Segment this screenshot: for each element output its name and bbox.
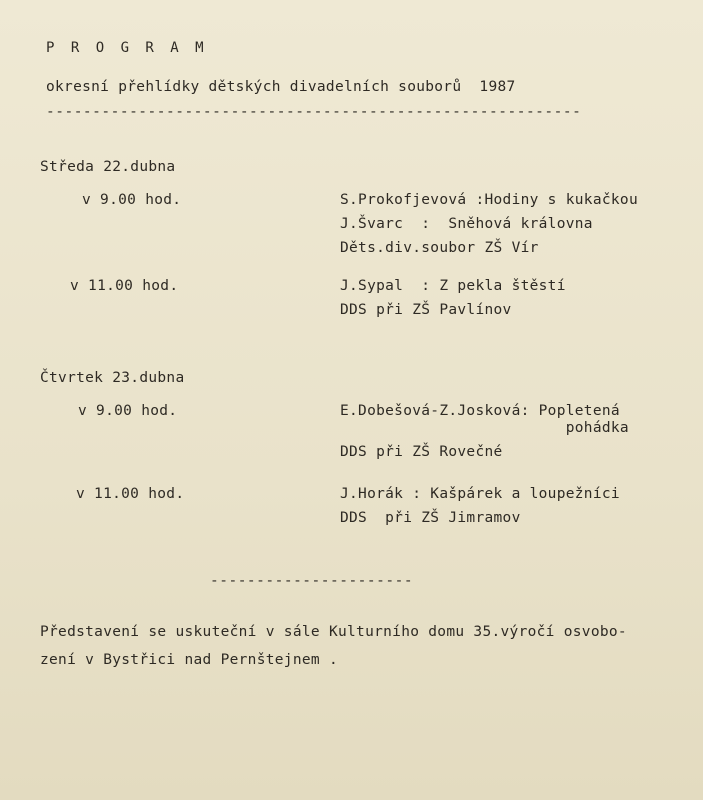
slot-time: v 11.00 hod. xyxy=(76,486,185,502)
slot-time: v 11.00 hod. xyxy=(70,278,179,294)
performance-line: DDS při ZŠ Pavlínov xyxy=(340,302,512,318)
header-rule: ---------------------------------------------------------- xyxy=(46,104,582,120)
performance-line: S.Prokofjevová :Hodiny s kukačkou xyxy=(340,192,638,208)
slot-time: v 9.00 hod. xyxy=(82,192,182,208)
section-rule: ---------------------- xyxy=(210,573,414,589)
footer-note-line: Představení se uskuteční v sále Kulturního domu 35.výročí osvobo- xyxy=(40,624,627,640)
slot-time: v 9.00 hod. xyxy=(78,403,178,419)
performance-line: DDS při ZŠ Jimramov xyxy=(340,510,521,526)
performance-line: Děts.div.soubor ZŠ Vír xyxy=(340,240,539,256)
performance-line: J.Sypal : Z pekla štěstí xyxy=(340,278,566,294)
performance-line: pohádka xyxy=(340,420,629,436)
footer-note-line: zení v Bystřici nad Pernštejnem . xyxy=(40,652,338,668)
performance-line: E.Dobešová-Z.Josková: Popletená xyxy=(340,403,620,419)
day-heading: Středa 22.dubna xyxy=(40,159,176,175)
page-subtitle: okresní přehlídky dětských divadelních souborů 1987 xyxy=(46,79,516,95)
performance-line: DDS při ZŠ Rovečné xyxy=(340,444,503,460)
page-title: P R O G R A M xyxy=(46,40,208,56)
performance-line: J.Horák : Kašpárek a loupežníci xyxy=(340,486,620,502)
performance-line: J.Švarc : Sněhová královna xyxy=(340,216,593,232)
day-heading: Čtvrtek 23.dubna xyxy=(40,370,185,386)
